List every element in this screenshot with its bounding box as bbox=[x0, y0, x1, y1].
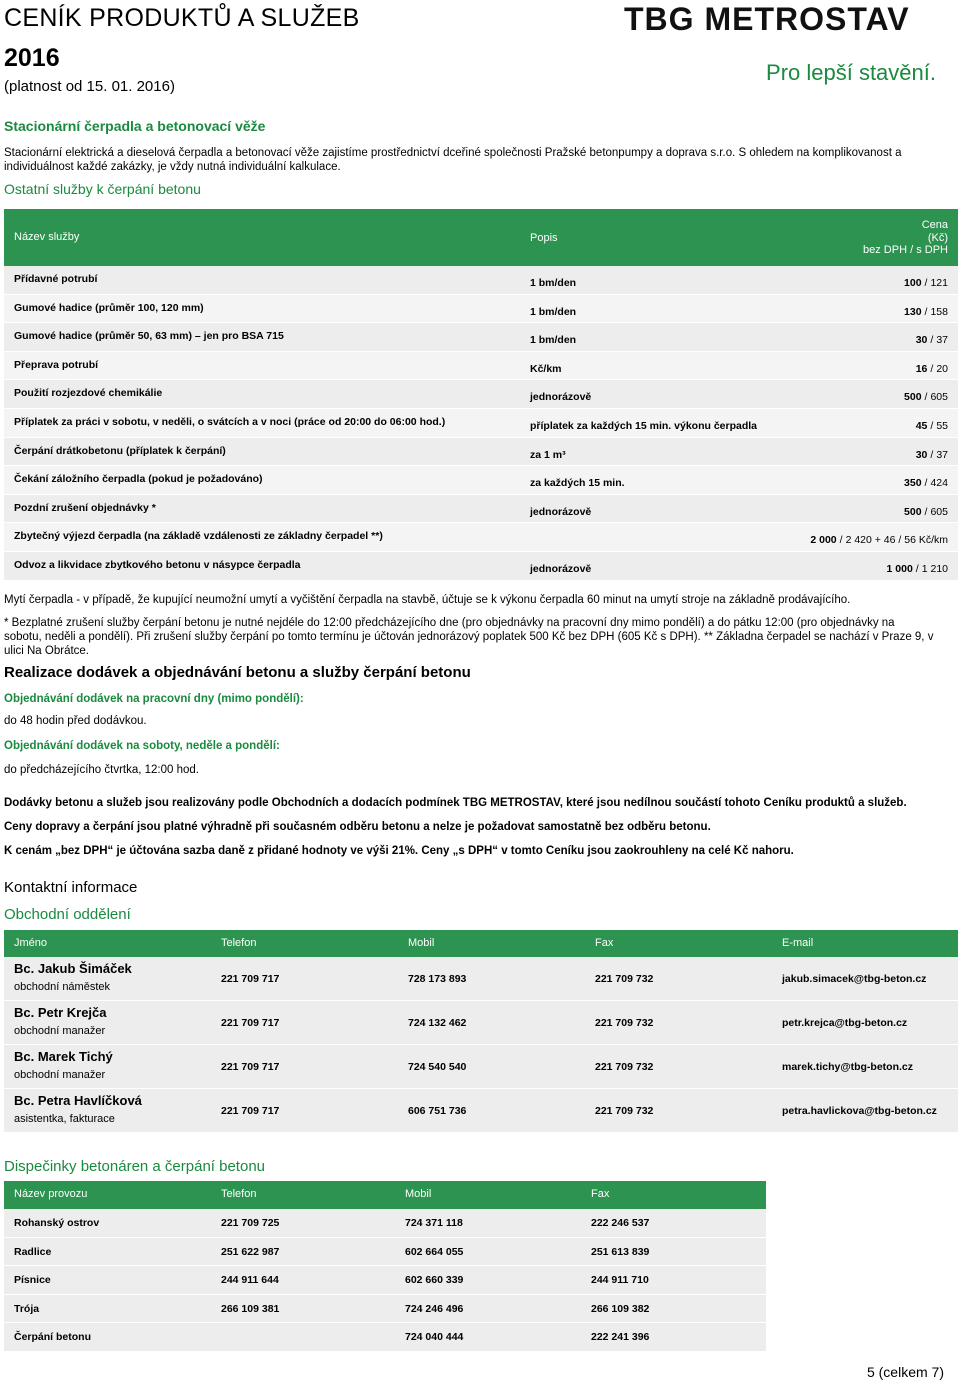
dispatch-row bbox=[4, 1238, 766, 1267]
plant-mobile: 602 660 339 bbox=[405, 1274, 464, 1286]
contact-phone: 221 709 717 bbox=[221, 1061, 280, 1073]
services-table bbox=[4, 209, 958, 581]
plant-phone: 266 109 381 bbox=[221, 1302, 280, 1315]
wash-note: Mytí čerpadla - v případě, že kupující neumožní umytí a vyčištění čerpadla na stavbě, účtuje se k výkonu čerpadla 60 minut na umytí stroje na základně prodávajícího. bbox=[4, 594, 851, 606]
contact-role: obchodní náměstek bbox=[14, 981, 111, 993]
validity-note: (platnost od 15. 01. 2016) bbox=[4, 78, 175, 95]
price-separator: / bbox=[930, 334, 934, 347]
pumps-heading: Stacionární čerpadla a betonovací věže bbox=[4, 118, 266, 134]
price-excl-vat: 30 bbox=[915, 448, 928, 461]
weekday-text: do 48 hodin před dodávkou. bbox=[4, 715, 147, 727]
plant-mobile: 724 246 496 bbox=[405, 1302, 464, 1315]
price-excl-vat: 16 bbox=[915, 362, 928, 375]
price-incl-vat: 1 210 bbox=[921, 562, 948, 575]
weekend-text: do předcházejícího čtvrtka, 12:00 hod. bbox=[4, 764, 199, 776]
price-separator: / bbox=[924, 477, 928, 490]
plant-name: Čerpání betonu bbox=[14, 1331, 92, 1343]
service-description: 1 bm/den bbox=[530, 305, 577, 318]
service-name: Gumové hadice (průměr 100, 120 mm) bbox=[14, 301, 204, 314]
plant-fax: 222 241 396 bbox=[591, 1331, 650, 1343]
services-table-body bbox=[4, 266, 958, 581]
col-price-incl: s DPH bbox=[916, 244, 948, 256]
col-price-title: Cena bbox=[921, 219, 948, 231]
price-excl-vat: 500 bbox=[904, 391, 922, 404]
service-description: 1 bm/den bbox=[530, 334, 577, 347]
table-row bbox=[4, 352, 958, 381]
dispatch-row bbox=[4, 1295, 766, 1324]
contact-name: Bc. Marek Tichý bbox=[14, 1049, 113, 1064]
col-mobile: Mobil bbox=[405, 1188, 432, 1200]
price-separator: / bbox=[924, 277, 928, 289]
plant-name: Trója bbox=[14, 1302, 40, 1315]
price-incl-vat: 37 bbox=[936, 334, 948, 347]
service-name: Přeprava potrubí bbox=[14, 358, 99, 371]
price-separator: / bbox=[924, 505, 928, 518]
contact-row bbox=[4, 1089, 958, 1133]
col-price-vat bbox=[863, 244, 948, 256]
contact-role: obchodní manažer bbox=[14, 1025, 106, 1037]
plant-phone: 221 709 725 bbox=[221, 1217, 280, 1229]
service-description: Kč/km bbox=[530, 362, 562, 375]
sales-table-header bbox=[4, 930, 958, 957]
tbg-metrostav-logo bbox=[624, 2, 942, 36]
dispatch-table-body bbox=[4, 1209, 766, 1352]
price-separator: / bbox=[915, 562, 919, 575]
plant-name: Radlice bbox=[14, 1245, 52, 1258]
service-price bbox=[916, 363, 948, 375]
service-price bbox=[904, 277, 948, 289]
service-description: jednorázově bbox=[530, 562, 592, 575]
service-price bbox=[916, 420, 948, 432]
contact-phone: 221 709 717 bbox=[221, 1017, 280, 1029]
page-number: 5 (celkem 7) bbox=[866, 1364, 944, 1380]
col-price-excl: bez DPH bbox=[863, 244, 908, 256]
col-description: Popis bbox=[530, 232, 558, 244]
slogan: Pro lepší stavění. bbox=[766, 60, 936, 85]
contact-email: petr.krejca@tbg-beton.cz bbox=[782, 1017, 908, 1029]
col-mobile: Mobil bbox=[408, 937, 435, 949]
plant-phone: 244 911 644 bbox=[221, 1274, 279, 1286]
weekend-label: Objednávání dodávek na soboty, neděle a pondělí: bbox=[4, 740, 280, 752]
price-excl-vat: 45 bbox=[915, 419, 928, 432]
contact-mobile: 724 132 462 bbox=[408, 1017, 467, 1029]
service-description: jednorázově bbox=[530, 391, 592, 404]
contact-name: Bc. Petra Havlíčková bbox=[14, 1093, 142, 1108]
service-price bbox=[904, 306, 948, 318]
contact-fax: 221 709 732 bbox=[595, 973, 654, 985]
col-email: E-mail bbox=[782, 937, 814, 949]
plant-fax: 251 613 839 bbox=[591, 1245, 650, 1258]
services-heading: Ostatní služby k čerpání betonu bbox=[4, 181, 201, 197]
price-excl-vat: 130 bbox=[904, 305, 922, 318]
contacts-heading: Kontaktní informace bbox=[4, 879, 138, 896]
document-year: 2016 bbox=[4, 44, 60, 72]
price-separator: / bbox=[839, 534, 843, 547]
service-price bbox=[887, 563, 948, 575]
service-name: Použití rozjezdové chemikálie bbox=[14, 387, 163, 400]
dispatch-table bbox=[4, 1181, 766, 1352]
service-price bbox=[810, 534, 948, 546]
contact-row bbox=[4, 1001, 958, 1045]
terms-1: Dodávky betonu a služeb jsou realizovány podle Obchodních a dodacích podmínek TBG METROSTAV, které jsou nedílnou součástí tohoto Ceníku produktů a služeb. bbox=[4, 797, 907, 809]
pumps-text: Stacionární elektrická a dieselová čerpadla a betonovací věže zajistíme prostřednictví dceřiné společnosti Pražské betonpumpy a doprava s.r.o. S ohledem na komplikovanost a individuálnost každé zakázky, je vždy nutná individuální kalkulace. bbox=[4, 147, 902, 173]
contact-email: marek.tichy@tbg-beton.cz bbox=[782, 1061, 914, 1073]
service-name: Příplatek za práci v sobotu, v neděli, o svátcích a v noci (práce od 20:00 do 06:00 hod.) bbox=[14, 415, 446, 428]
price-incl-vat: 121 bbox=[930, 277, 948, 289]
plant-mobile: 602 664 055 bbox=[405, 1245, 464, 1258]
service-price bbox=[916, 334, 948, 346]
plant-name: Rohanský ostrov bbox=[14, 1217, 100, 1229]
service-name: Čerpání drátkobetonu (příplatek k čerpání) bbox=[14, 444, 226, 457]
price-incl-vat: 158 bbox=[930, 305, 948, 318]
cancel-note: * Bezplatné zrušení služby čerpání betonu je nutné nejdéle do 12:00 předcházejícího dne (pro objednávky na pracovní dny mimo pondělí) a do pátku 12:00 (pro objednávky na sobotu, neděli a pondělí). Při zrušení služby čerpání po tomto termínu je účtován jednorázový poplatek 500 Kč bez DPH (605 Kč s DPH). ** Základna čerpadel se nachází v Praze 9, v ulici Na Obrátce. bbox=[4, 617, 934, 657]
plant-mobile: 724 371 118 bbox=[405, 1217, 463, 1229]
service-name: Zbytečný výjezd čerpadla (na základě vzdálenosti ze základny čerpadel **) bbox=[14, 530, 383, 543]
service-name: Přídavné potrubí bbox=[14, 273, 98, 285]
contact-fax: 221 709 732 bbox=[595, 1105, 654, 1117]
plant-mobile: 724 040 444 bbox=[405, 1331, 464, 1343]
price-excl-vat: 350 bbox=[904, 477, 922, 490]
col-service-name: Název služby bbox=[14, 231, 80, 243]
plant-fax: 222 246 537 bbox=[591, 1217, 650, 1229]
col-phone: Telefon bbox=[221, 1188, 257, 1200]
contact-name: Bc. Jakub Šimáček bbox=[14, 961, 132, 976]
service-name: Pozdní zrušení objednávky * bbox=[14, 501, 156, 514]
price-separator: / bbox=[924, 305, 928, 318]
dispatch-row bbox=[4, 1323, 766, 1352]
contact-email: jakub.simacek@tbg-beton.cz bbox=[782, 973, 927, 985]
price-excl-vat: 100 bbox=[904, 277, 922, 289]
dispatch-heading: Dispečinky betonáren a čerpání betonu bbox=[4, 1158, 266, 1175]
contact-mobile: 724 540 540 bbox=[408, 1061, 467, 1073]
delivery-heading: Realizace dodávek a objednávání betonu a služby čerpání betonu bbox=[4, 664, 471, 681]
col-phone: Telefon bbox=[221, 937, 257, 949]
price-separator: / bbox=[924, 391, 928, 404]
table-row bbox=[4, 495, 958, 524]
price-incl-vat: 2 420 + 46 / 56 Kč/km bbox=[845, 534, 948, 547]
col-fax: Fax bbox=[591, 1188, 610, 1200]
contact-mobile: 728 173 893 bbox=[408, 973, 467, 985]
weekday-label: Objednávání dodávek na pracovní dny (mimo pondělí): bbox=[4, 693, 304, 705]
table-row bbox=[4, 266, 958, 295]
table-row bbox=[4, 323, 958, 352]
table-row bbox=[4, 295, 958, 324]
plant-fax: 244 911 710 bbox=[591, 1274, 649, 1286]
terms-3: K cenám „bez DPH“ je účtována sazba daně z přidané hodnoty ve výši 21%. Ceny „s DPH“ v tomto Ceníku jsou zaokrouhleny na celé Kč nahoru. bbox=[4, 845, 794, 857]
price-incl-vat: 605 bbox=[930, 391, 948, 404]
col-price-unit: (Kč) bbox=[927, 232, 948, 244]
price-incl-vat: 424 bbox=[930, 477, 948, 490]
price-excl-vat: 500 bbox=[904, 505, 922, 518]
price-excl-vat: 1 000 bbox=[886, 562, 913, 575]
contact-row bbox=[4, 1045, 958, 1089]
service-description: 1 bm/den bbox=[530, 277, 577, 289]
contact-role: asistentka, fakturace bbox=[14, 1113, 115, 1125]
service-description: příplatek za každých 15 min. výkonu čerpadla bbox=[530, 419, 758, 432]
col-price-sep: / bbox=[910, 244, 914, 256]
service-name: Odvoz a likvidace zbytkového betonu v násypce čerpadla bbox=[14, 558, 301, 571]
service-name: Gumové hadice (průměr 50, 63 mm) – jen pro BSA 715 bbox=[14, 330, 284, 343]
service-price bbox=[916, 449, 948, 461]
services-table-header bbox=[4, 209, 958, 266]
table-row bbox=[4, 380, 958, 409]
logo-text: TBG METROSTAV bbox=[624, 2, 910, 36]
service-price bbox=[904, 391, 948, 403]
service-description: za 1 m³ bbox=[530, 448, 566, 461]
service-name: Čekání záložního čerpadla (pokud je požadováno) bbox=[14, 473, 263, 486]
price-incl-vat: 20 bbox=[936, 362, 948, 375]
service-price bbox=[904, 477, 948, 489]
contact-fax: 221 709 732 bbox=[595, 1017, 654, 1029]
terms-2: Ceny dopravy a čerpání jsou platné výhradně při současném odběru betonu a nelze je požadovat samostatně bez odběru betonu. bbox=[4, 821, 711, 833]
col-plant: Název provozu bbox=[14, 1188, 88, 1200]
table-row bbox=[4, 523, 958, 552]
dispatch-row bbox=[4, 1209, 766, 1238]
sales-heading: Obchodní oddělení bbox=[4, 906, 131, 923]
table-row bbox=[4, 438, 958, 467]
contact-mobile: 606 751 736 bbox=[408, 1105, 467, 1117]
dispatch-row bbox=[4, 1266, 766, 1295]
price-incl-vat: 605 bbox=[930, 505, 948, 518]
plant-fax: 266 109 382 bbox=[591, 1302, 650, 1315]
sales-contacts-table bbox=[4, 930, 958, 1133]
contact-fax: 221 709 732 bbox=[595, 1061, 654, 1073]
price-separator: / bbox=[930, 448, 934, 461]
document-title: CENÍK PRODUKTŮ A SLUŽEB bbox=[4, 4, 360, 32]
col-name: Jméno bbox=[14, 937, 48, 949]
table-row bbox=[4, 552, 958, 581]
price-separator: / bbox=[930, 419, 934, 432]
price-excl-vat: 2 000 bbox=[810, 534, 837, 547]
price-incl-vat: 55 bbox=[936, 419, 948, 432]
plant-name: Písnice bbox=[14, 1274, 51, 1286]
table-row bbox=[4, 466, 958, 495]
contact-phone: 221 709 717 bbox=[221, 973, 280, 985]
contact-row bbox=[4, 957, 958, 1001]
service-description: jednorázově bbox=[530, 505, 592, 518]
service-description: za každých 15 min. bbox=[530, 477, 625, 490]
contact-email: petra.havlickova@tbg-beton.cz bbox=[782, 1105, 937, 1117]
contact-phone: 221 709 717 bbox=[221, 1105, 280, 1117]
table-row bbox=[4, 409, 958, 438]
price-incl-vat: 37 bbox=[936, 448, 948, 461]
col-fax: Fax bbox=[595, 937, 614, 949]
sales-table-body bbox=[4, 957, 958, 1133]
price-separator: / bbox=[930, 362, 934, 375]
price-excl-vat: 30 bbox=[915, 334, 928, 347]
dispatch-table-header bbox=[4, 1181, 766, 1209]
contact-name: Bc. Petr Krejča bbox=[14, 1005, 107, 1020]
contact-role: obchodní manažer bbox=[14, 1069, 106, 1081]
service-price bbox=[904, 506, 948, 518]
plant-phone: 251 622 987 bbox=[221, 1245, 280, 1258]
